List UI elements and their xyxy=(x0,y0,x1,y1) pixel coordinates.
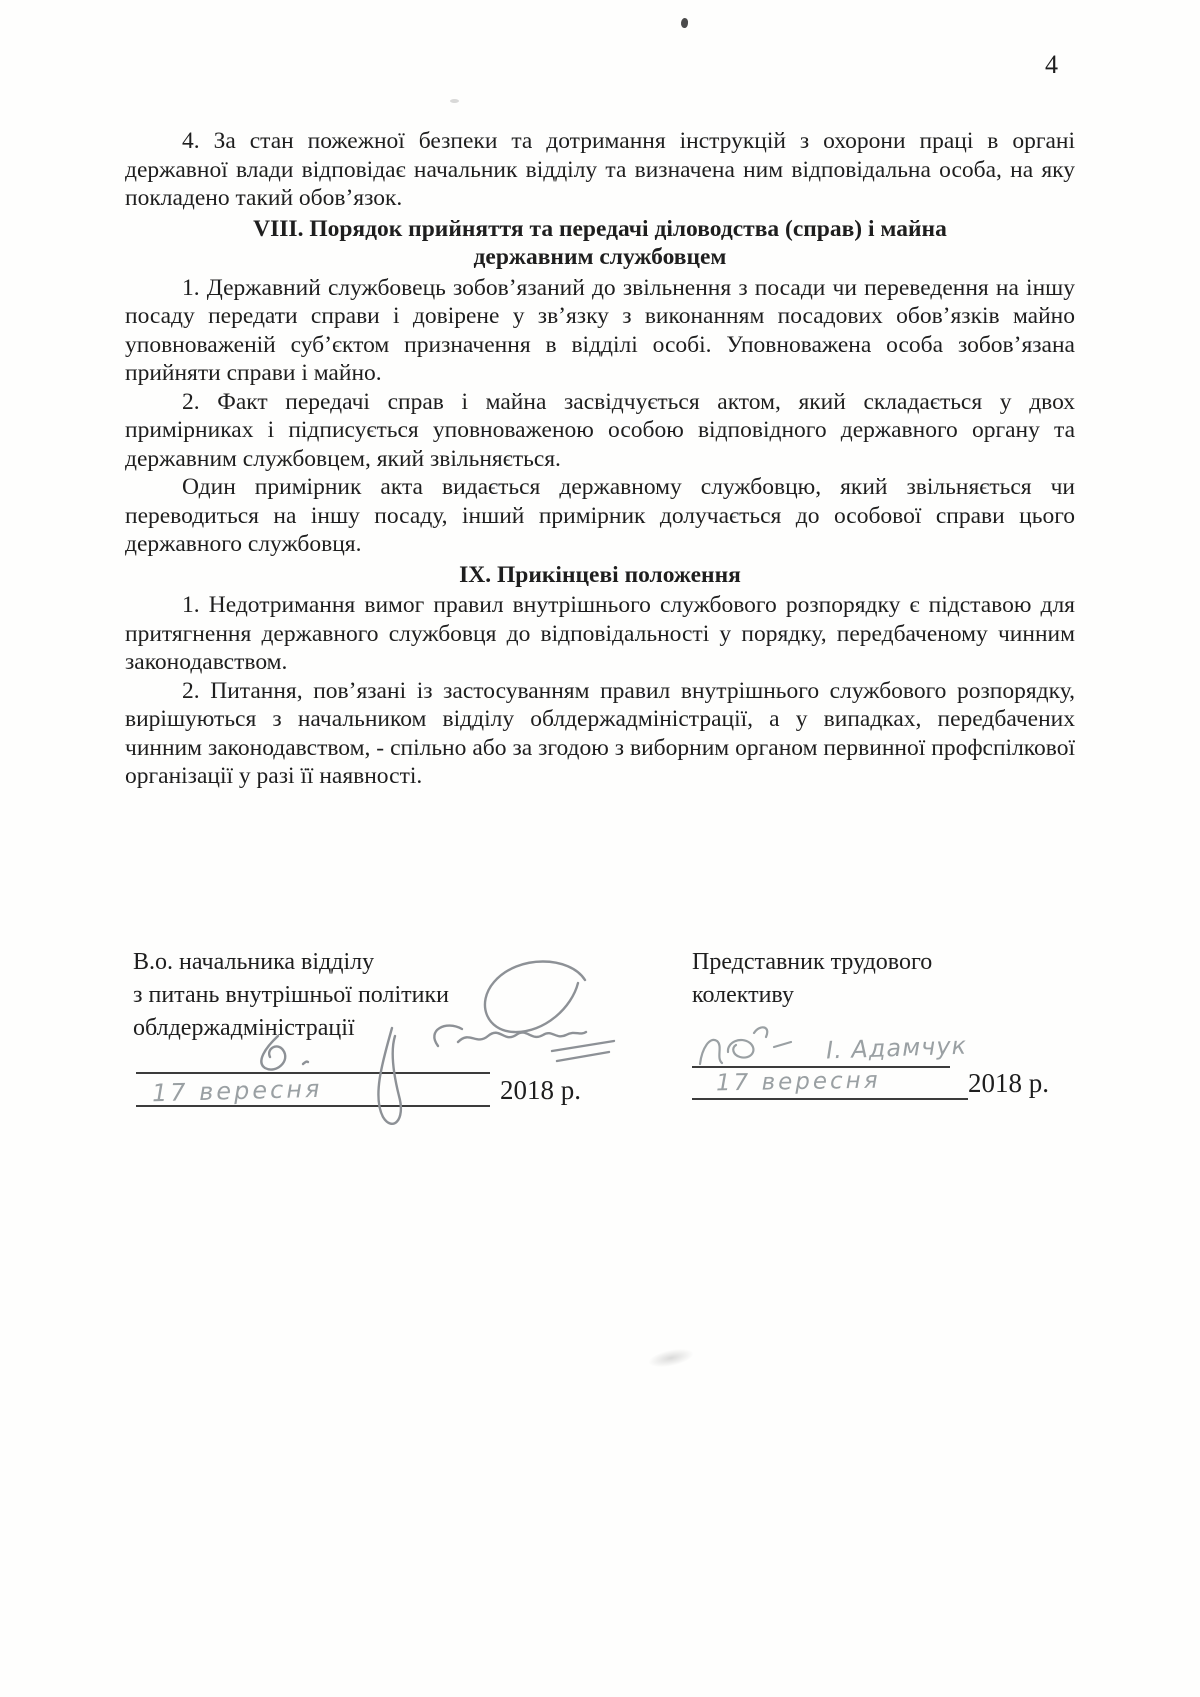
handwritten-date-left: 17 вересня xyxy=(151,1074,323,1108)
date-line-right xyxy=(692,1098,968,1100)
paragraph-viii-3: Один примірник акта видається державному службовцю, який звільняється чи переводиться на іншу посаду, інший примірник долучається до особової справи цього державного службовця. xyxy=(125,474,1075,557)
handwritten-name-right: І. Адамчук xyxy=(825,1031,968,1065)
signatory-title-right xyxy=(692,946,932,1012)
paragraph-viii-2: 2. Факт передачі справ і майна засвідчується актом, який складається у двох примірниках і підписується уповноваженою особою відповідного державного органу та державним службовцем, який звільняється. xyxy=(125,388,1075,472)
year-label-left: 2018 р. xyxy=(500,1075,581,1105)
section-viii-heading-line1: VIII. Порядок прийняття та передачі діловодства (справ) і майна xyxy=(253,215,947,242)
scan-artifact-speck xyxy=(450,99,459,103)
section-ix-heading: IX. Прикінцеві положення xyxy=(459,561,741,588)
signatory-title-left-line1: В.о. начальника відділу xyxy=(133,949,375,975)
scan-artifact-dot xyxy=(680,18,688,29)
signatory-title-left-line2: з питань внутрішньої політики xyxy=(133,982,449,1008)
paragraph-ix-1: 1. Недотримання вимог правил внутрішнього службового розпорядку є підставою для притягнення державного службовця до відповідальності у порядку, передбаченому чинним законодавством. xyxy=(125,592,1075,675)
document-body xyxy=(125,127,1075,791)
signature-line-left xyxy=(136,1072,490,1074)
signatory-title-left-line3: облдержадміністрації xyxy=(133,1015,355,1041)
signatory-title-right-line2: колективу xyxy=(692,982,794,1008)
section-viii-heading-line2: державним службовцем xyxy=(473,244,727,270)
section-viii-heading xyxy=(125,215,1075,272)
paragraph-ix-2: 2. Питання, пов’язані із застосуванням правил внутрішнього службового розпорядку, вирішуються з начальником відділу облдержадміністрації, а у випадках, передбачених чинним законодавством, - спільно або за згодою з виборним органом первинної профспілкової організації у разі її наявності. xyxy=(125,677,1075,789)
year-label-right: 2018 р. xyxy=(968,1068,1049,1098)
paragraph-viii-1: 1. Державний службовець зобов’язаний до звільнення з посади чи переведення на іншу посаду передати справи і довірене у зв’язку з виконанням посадових обов’язків майно уповноваженій суб’єктом призначення в відділі особі. Уповноважена особа зобов’язана прийняти справи і майно. xyxy=(125,274,1075,386)
scan-artifact-smudge xyxy=(647,1345,695,1370)
signatory-title-right-line1: Представник трудового xyxy=(692,949,933,975)
handwritten-date-right: 17 вересня xyxy=(715,1067,881,1097)
signatory-title-left xyxy=(133,946,449,1045)
paragraph-fire-safety: 4. За стан пожежної безпеки та дотримання інструкцій з охорони праці в органі державної влади відповідає начальник відділу та визначена ним відповідальна особа, на яку покладено такий обов’язок. xyxy=(125,128,1075,211)
signature-right-stroke xyxy=(700,1027,791,1064)
page-number: 4 xyxy=(1045,50,1058,79)
